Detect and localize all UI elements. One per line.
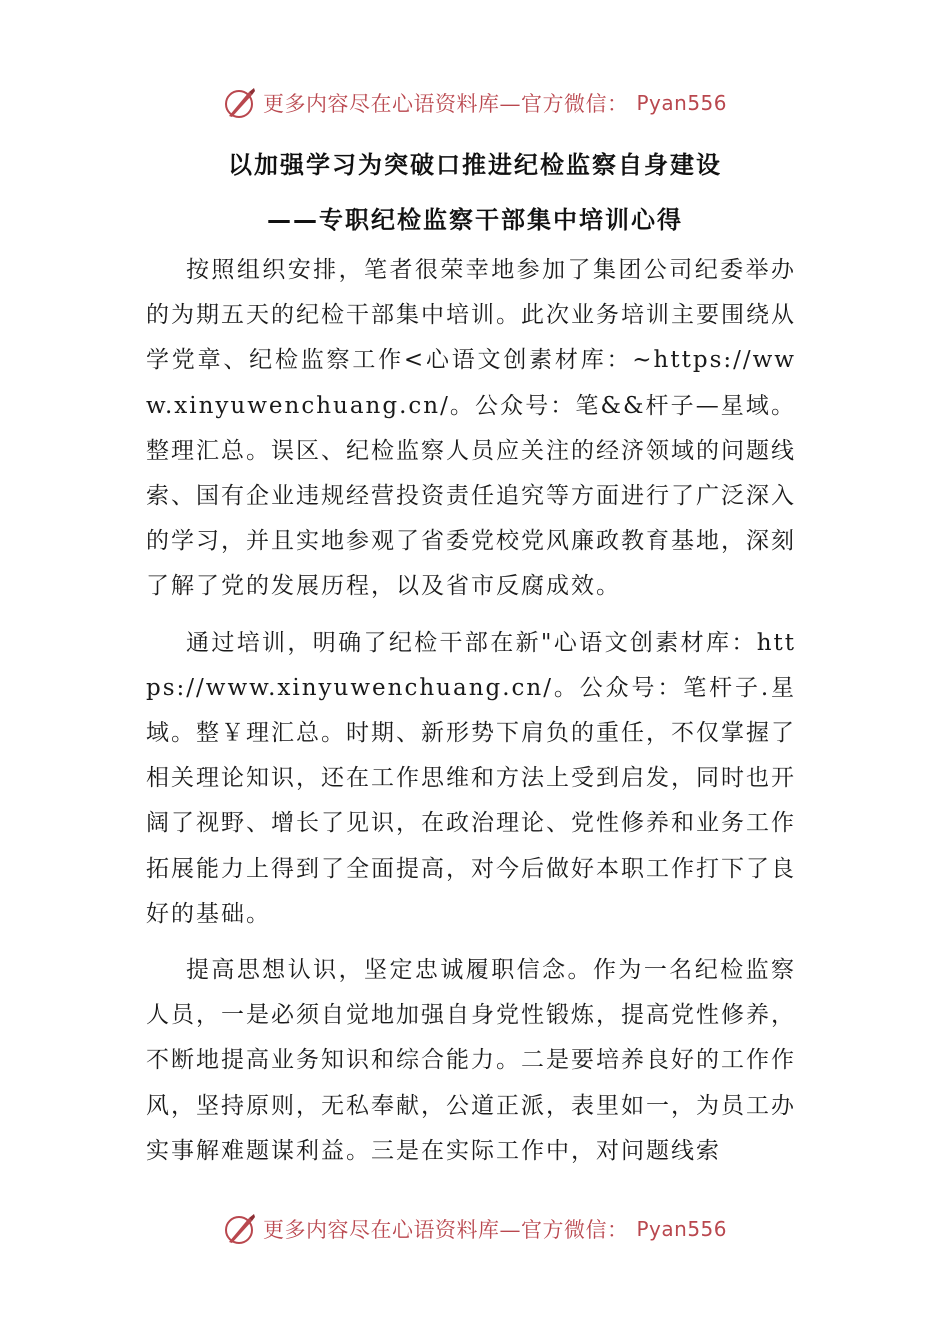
paragraph: 通过培训，明确了纪检干部在新"心语文创素材库：https://www.xinyuwenchuang.cn/。公众号：笔杆子.星域。整￥理汇总。时期、新形势下肩负的重任，不仅掌握了相关理论知识，还在工作思维和方法上受到启发，同时也开阔了视野、增长了见识，在政治理论、党性修养和业务工作拓展能力上得到了全面提高，对今后做好本职工作打下了良好的基础。 (146, 629, 796, 927)
document-title: 以加强学习为突破口推进纪检监察自身建设 (228, 151, 722, 179)
paragraph: 提高思想认识，坚定忠诚履职信念。作为一名纪检监察人员，一是必须自觉地加强自身党性锻炼，提高党性修养，不断地提高业务知识和综合能力。二是要培养良好的工作作风，坚持原则，无私奉献，公道正派，表里如一，为员工办实事解难题谋利益。三是在实际工作中，对问题线索 (146, 957, 796, 1164)
banner-wechat-handle: Pyan556 (636, 91, 727, 115)
quill-pen-icon (223, 1212, 257, 1246)
document-body (146, 248, 796, 1185)
header-watermark-banner (0, 83, 950, 123)
document-subtitle: ——专职纪检监察干部集中培训心得 (267, 206, 683, 234)
quill-pen-icon (223, 86, 257, 120)
banner-text: 更多内容尽在心语资料库—官方微信： (262, 1218, 629, 1242)
banner-wechat-handle: Pyan556 (636, 1217, 727, 1241)
paragraph: 按照组织安排，笔者很荣幸地参加了集团公司纪委举办的为期五天的纪检干部集中培训。此次业务培训主要围绕从学党章、纪检监察工作<心语文创素材库：~https://www.xinyuwenchuang.cn/。公众号：笔&&杆子—星域。整理汇总。误区、纪检监察人员应关注的经济领域的问题线索、国有企业违规经营投资责任追究等方面进行了广泛深入的学习，并且实地参观了省委党校党风廉政教育基地，深刻了解了党的发展历程，以及省市反腐成效。 (146, 257, 796, 600)
banner-text: 更多内容尽在心语资料库—官方微信： (262, 92, 629, 116)
footer-watermark-banner (0, 1209, 950, 1249)
